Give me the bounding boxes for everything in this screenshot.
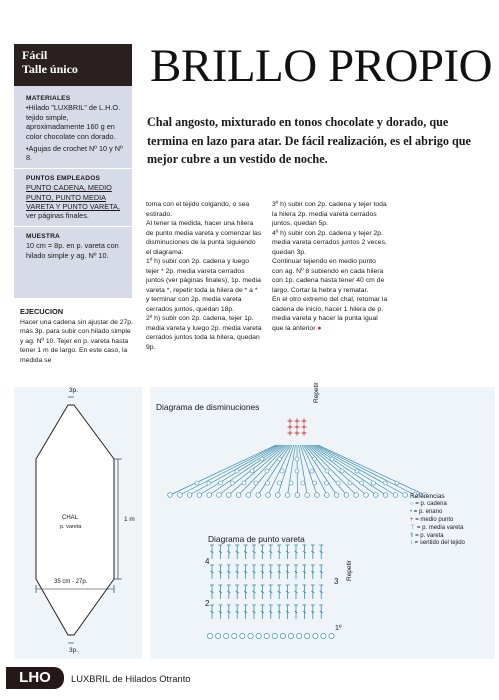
top-stitches: 3p. (69, 387, 79, 394)
repeat-label-bottom: Repetir (346, 560, 353, 581)
stitches-heading: PUNTOS EMPLEADOS (26, 174, 101, 182)
execution-text: Hacer una cadena sin ajustar de 27p. más 3p. para subir con hilado simple y ag. Nº 10. Tejer en p. vareta hasta tener 1 m de largo. En este caso, la medida se (20, 318, 133, 364)
stitches-ref: ver páginas finales. (26, 211, 89, 221)
materials-hooks: •Agujas de crochet Nº 10 y Nº 8. (26, 144, 123, 163)
chain-stitch-icon (207, 633, 212, 638)
chain-stitch-icon (256, 633, 261, 638)
vareta-diagram-title: Diagrama de punto vareta (208, 534, 305, 544)
shawl-stitch: p. vareta (60, 524, 82, 530)
instructions-col-2 (146, 200, 262, 352)
chain-stitch-icon (272, 633, 277, 638)
chain-stitch-icon (248, 633, 253, 638)
divider (14, 226, 132, 227)
length-label: 1 m (124, 516, 135, 523)
shawl-label: CHAL (62, 515, 79, 521)
legend-item: ○ = p. cadena (410, 500, 447, 507)
chain-stitch-icon (288, 633, 293, 638)
gauge-heading: MUESTRA (26, 232, 61, 240)
brand-logo: LHO (6, 667, 64, 689)
legend-item: • = p. enano (410, 508, 443, 515)
materials-yarn: •Hilado "LUXBRIL" de L.H.O. tejido simple, aproximadamente 160 g en color chocolate con dorado. (26, 103, 121, 141)
end-bullet-icon: ● (317, 324, 322, 332)
width-label: 35 cm - 27p. (54, 579, 88, 585)
col3-p2: 4º h) subir con 2p. cadena y tejer 2p. media vareta cerrados juntos 2 veces, quedan 3p. (272, 229, 387, 256)
decrease-diagram-title: Diagrama de disminuciones (156, 402, 260, 412)
materials-sidebar (14, 86, 132, 298)
row-1-label: 1º (335, 625, 342, 632)
row-2-label: 2 (205, 599, 210, 608)
chain-stitch-icon (329, 633, 334, 638)
chain-stitch-icon (313, 633, 318, 638)
difficulty-box (14, 44, 132, 86)
chain-stitch-icon (264, 633, 269, 638)
chain-stitch-icon (224, 633, 229, 638)
chain-stitch-icon (280, 633, 285, 638)
legend-item: + = medio punto (410, 516, 454, 523)
legend-title: Referencias (410, 493, 445, 500)
col3-p4: En el otro extremo del chal, retomar la cadena de inicio, hacer 1 hilera de p. media vareta y hacer la punta igual que la anterior ● (272, 296, 388, 332)
legend-item: ⊤ = p. media vareta (410, 524, 464, 531)
stitches-text (26, 183, 126, 221)
stitches-link[interactable]: PUNTO CADENA, MEDIO PUNTO, PUNTO MEDIA VARETA Y PUNTO VARETA, (26, 183, 120, 212)
shawl-schematic-panel (14, 387, 142, 659)
repeat-label-top: Repetir (313, 382, 320, 403)
footer-text: LUXBRIL de Hilados Otranto (71, 673, 191, 684)
crochet-diagrams-panel (150, 382, 495, 659)
instructions-col-1 (20, 307, 135, 365)
divider (14, 168, 132, 169)
col2-p4: 2º h) subir con 2p. cadena, tejer 1p. media vareta y luego 2p. media vareta cerrados juntos toda la hilera, quedan 9p. (146, 315, 262, 351)
col2-p3: 1º h) subir con 2p. cadena y luego tejer * 2p. media vareta cerrados juntos (ver páginas finales), 1p. media vareta *, repetir toda la hilera de * a * y terminar con 2p. media vareta cerrados juntos, quedan 18p. (146, 258, 261, 313)
materials-heading: MATERIALES (26, 95, 71, 102)
size-label: Talle único (22, 62, 78, 76)
legend (410, 493, 494, 548)
difficulty-level: Fácil (22, 48, 48, 62)
chain-stitch-icon (297, 633, 302, 638)
chain-stitch-icon (305, 633, 310, 638)
gauge-text: 10 cm = 8p. en p. vareta con hilado simple y ag. Nº 10. (26, 241, 119, 260)
lead-paragraph: Chal angosto, mixturado en tonos chocolate y dorado, que termina en lazo para atar. De fácil realización, es el abrigo que mejor cubre a un vestido de noche. (147, 115, 471, 167)
col2-p2: Al tener la medida, hacer una hilera de punto media vareta y comenzar las disminuciones de la punta siguiendo el diagrama: (146, 220, 262, 256)
chain-stitch-icon (240, 633, 245, 638)
chain-stitch-icon (232, 633, 237, 638)
chain-stitch-icon (216, 633, 221, 638)
shawl-schematic (14, 387, 142, 659)
col3-p3: Continuar tejiendo en medio punto con ag. Nº 8 subiendo en cada hilera con 1p. cadena hasta tener 40 cm de largo. Cortar la hebra y rematar. (272, 258, 385, 294)
col3-p1: 3º h) subir con 2p. cadena y tejer toda la hilera 2p. media vareta cerrados juntos, quedan 5p. (272, 201, 387, 227)
legend-item: ↕ = sentido del tejido (410, 540, 465, 547)
execution-heading: EJECUCION (20, 307, 64, 316)
col2-p1: toma con el tejido colgando, o sea estirado. (146, 201, 250, 218)
legend-item: ⫪ = p. vareta (410, 532, 444, 539)
chain-stitch-icon (321, 633, 326, 638)
page-title: BRILLO PROPIO (150, 40, 493, 92)
instructions-col-3 (272, 200, 388, 333)
bottom-stitches: 3p. (69, 647, 79, 654)
row-3-label: 3 (334, 577, 339, 586)
row-4-label: 4 (205, 557, 210, 566)
